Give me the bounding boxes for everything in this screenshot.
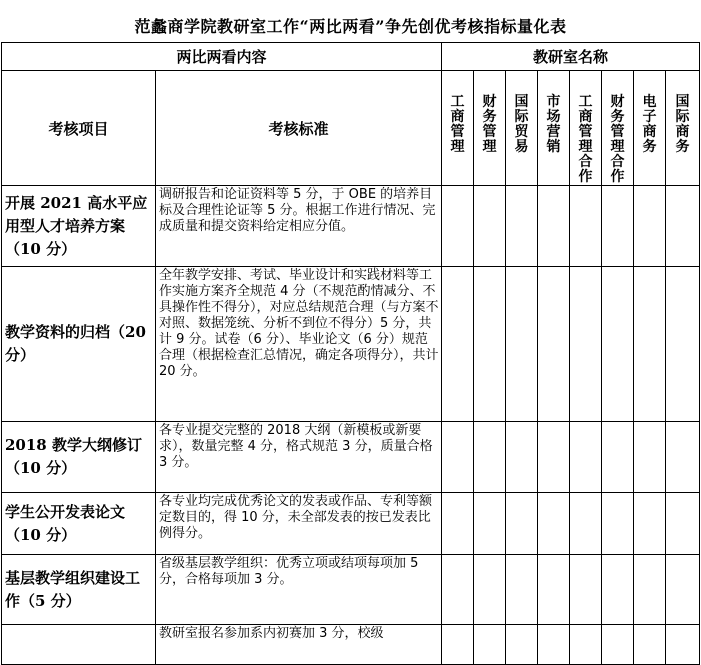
score-cell [602, 422, 634, 493]
score-cell [634, 555, 666, 625]
score-cell [666, 186, 700, 267]
item-cell: 教学资料的归档（20 分） [2, 267, 156, 422]
score-cell [570, 555, 602, 625]
score-cell [474, 555, 506, 625]
score-cell [506, 186, 538, 267]
standard-cell: 教研室报名参加系内初赛加 3 分，校级 [156, 625, 442, 665]
score-cell [634, 493, 666, 555]
score-cell [634, 186, 666, 267]
score-cell [506, 625, 538, 665]
item-cell [2, 625, 156, 665]
dept-header: 市场营销 [538, 71, 570, 186]
item-cell: 基层教学组织建设工作（5 分） [2, 555, 156, 625]
score-cell [634, 625, 666, 665]
score-cell [570, 422, 602, 493]
table-row [2, 625, 700, 665]
table-row [2, 186, 700, 267]
page-title: 范蠡商学院教研室工作“两比两看”争先创优考核指标量化表 [134, 17, 567, 36]
dept-group-header: 教研室名称 [442, 43, 700, 71]
score-cell [538, 422, 570, 493]
score-cell [474, 493, 506, 555]
score-cell [602, 267, 634, 422]
score-cell [602, 625, 634, 665]
col-item-header: 考核项目 [2, 71, 156, 186]
dept-header: 财务管理 [474, 71, 506, 186]
item-cell: 2018 教学大纲修订（10 分） [2, 422, 156, 493]
score-cell [506, 555, 538, 625]
score-cell [602, 555, 634, 625]
dept-header: 工商管理合作 [570, 71, 602, 186]
score-cell [666, 493, 700, 555]
dept-header: 电子商务 [634, 71, 666, 186]
score-cell [570, 493, 602, 555]
dept-header: 国际商务 [666, 71, 700, 186]
score-cell [442, 422, 474, 493]
item-cell: 开展 2021 高水平应用型人才培养方案（10 分） [2, 186, 156, 267]
table-row [2, 493, 700, 555]
score-cell [474, 625, 506, 665]
score-cell [666, 555, 700, 625]
table-row [2, 267, 700, 422]
score-cell [570, 186, 602, 267]
score-cell [442, 186, 474, 267]
assessment-table [1, 42, 700, 665]
score-cell [666, 422, 700, 493]
item-cell: 学生公开发表论文（10 分） [2, 493, 156, 555]
score-cell [442, 493, 474, 555]
score-cell [538, 625, 570, 665]
score-cell [442, 625, 474, 665]
col-standard-header: 考核标准 [156, 71, 442, 186]
score-cell [538, 267, 570, 422]
standard-cell: 全年教学安排、考试、毕业设计和实践材料等工作实施方案齐全规范 4 分（不规范酌情减分、不具操作性不得分），对应总结规范合理（与方案不对照、数据笼统、分析不到位不得分）5 分，共计 9 分。试卷（6 分）、毕业论文（6 分）规范合理（根据检查汇总情况，确定各项得分），共计 20 分。 [156, 267, 442, 422]
dept-header: 国际贸易 [506, 71, 538, 186]
score-cell [602, 186, 634, 267]
standard-cell: 调研报告和论证资料等 5 分，于 OBE 的培养目标及合理性论证等 5 分。根据工作进行情况、完成质量和提交资料给定相应分值。 [156, 186, 442, 267]
score-cell [634, 267, 666, 422]
score-cell [666, 625, 700, 665]
group-header-row [2, 43, 700, 71]
standard-cell: 各专业提交完整的 2018 大纲（新模板或新要求），数量完整 4 分，格式规范 3 分，质量合格 3 分。 [156, 422, 442, 493]
dept-header: 财务管理合作 [602, 71, 634, 186]
standard-cell: 各专业均完成优秀论文的发表或作品、专利等额定数目的，得 10 分，未全部发表的按已发表比例得分。 [156, 493, 442, 555]
score-cell [506, 422, 538, 493]
score-cell [474, 267, 506, 422]
score-cell [602, 493, 634, 555]
score-cell [474, 186, 506, 267]
score-cell [570, 267, 602, 422]
score-cell [666, 267, 700, 422]
score-cell [442, 555, 474, 625]
score-cell [506, 267, 538, 422]
table-row [2, 422, 700, 493]
score-cell [538, 555, 570, 625]
dept-header: 工商管理 [442, 71, 474, 186]
standard-cell: 省级基层教学组织：优秀立项或结项每项加 5 分，合格每项加 3 分。 [156, 555, 442, 625]
content-group-header: 两比两看内容 [2, 43, 442, 71]
score-cell [634, 422, 666, 493]
score-cell [442, 267, 474, 422]
table-row [2, 555, 700, 625]
column-header-row [2, 71, 700, 186]
score-cell [538, 186, 570, 267]
score-cell [506, 493, 538, 555]
score-cell [570, 625, 602, 665]
score-cell [474, 422, 506, 493]
score-cell [538, 493, 570, 555]
